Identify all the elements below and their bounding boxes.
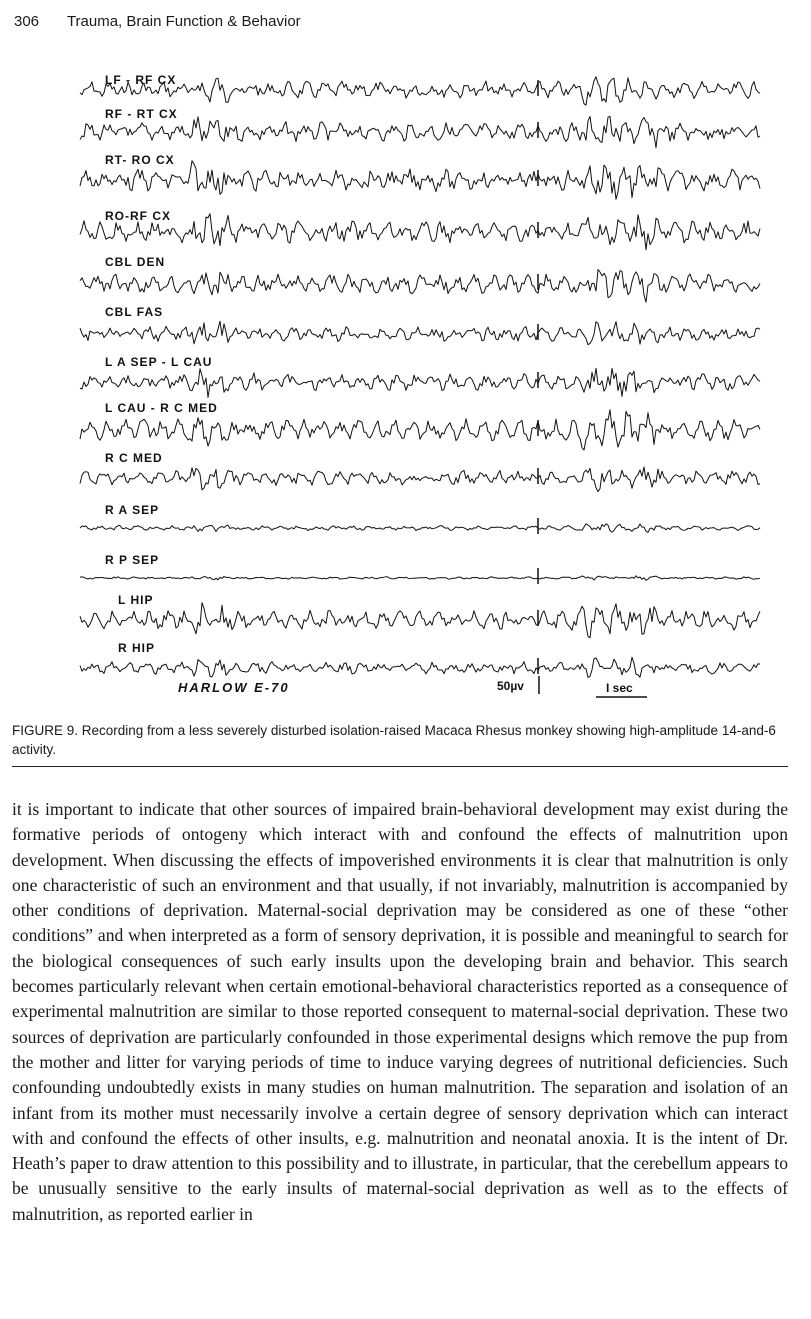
eeg-figure <box>60 58 780 708</box>
eeg-trace <box>80 368 760 397</box>
channel-label: L CAU - R C MED <box>105 401 218 415</box>
channel-label: RT- RO CX <box>105 153 175 167</box>
eeg-trace <box>80 576 760 581</box>
eeg-trace <box>80 161 760 200</box>
caption-divider <box>12 766 788 767</box>
channel-label: R A SEP <box>105 503 160 517</box>
channel-label: RO-RF CX <box>105 209 171 223</box>
page-number: 306 <box>14 13 40 30</box>
eeg-trace <box>80 270 760 303</box>
channel-label: L HIP <box>118 593 154 607</box>
channel-label: CBL DEN <box>105 255 166 269</box>
subject-label: HARLOW E-70 <box>178 680 290 695</box>
running-title: Trauma, Brain Function & Behavior <box>66 13 301 30</box>
amplitude-scale-label: 50µv <box>497 679 524 693</box>
body-paragraph: it is important to indicate that other sources of impaired brain-behavioral development may exist during the formative periods of ontogeny which interact with and confound the effects of malnutrition upon development. When discussing the effects of impoverished environments it is clear that malnutrition is only one characteristic of such an environment and that usually, if not invariably, malnutrition is accompanied by other conditions of deprivation. Maternal-social deprivation may be considered as one of these “other conditions” and when interpreted as a form of sensory deprivation, it is possible and meaningful to search for the biological consequences of such early insults upon the developing brain and behavior. This search becomes particularly relevant when certain emotional-behavioral characteristics reported as a consequence of experimental malnutrition are similar to those reported consequent to maternal-social deprivation. These two sources of deprivation are particularly confounded in those experimental designs which remove the pup from the mother and litter for varying periods of time to induce varying degrees of nutritional deficiencies. Such confounding undoubtedly exists in many studies on human malnutrition. The separation and isolation of an infant from its mother must necessarily involve a certain degree of sensory deprivation which can interact with and confound the effects of other insults, e.g. malnutrition and neonatal anoxia. It is the intent of Dr. Heath’s paper to draw attention to this possibility and to illustrate, in particular, that the cerebellum appears to be unusually sensitive to the early insults of maternal-social deprivation as well as to the effects of malnutrition, as reported earlier in <box>12 799 788 1224</box>
channel-label: LF - RF CX <box>105 73 177 87</box>
eeg-trace <box>80 467 760 492</box>
eeg-trace <box>80 321 760 345</box>
channel-label: CBL FAS <box>105 305 164 319</box>
channel-label: R P SEP <box>105 553 160 567</box>
eeg-trace <box>80 603 760 638</box>
eeg-trace <box>80 410 760 450</box>
channel-label: RF - RT CX <box>105 107 178 121</box>
eeg-trace <box>80 524 760 533</box>
time-scale-label: I sec <box>606 681 633 695</box>
eeg-trace <box>80 214 760 250</box>
channel-label: R HIP <box>118 641 156 655</box>
eeg-recording <box>60 58 780 708</box>
eeg-trace <box>80 116 760 147</box>
running-header <box>14 13 301 30</box>
figure-caption: FIGURE 9. Recording from a less severely disturbed isolation-raised Macaca Rhesus monkey showing high-amplitude 14-and-6 activity. <box>12 723 776 757</box>
channel-label: L A SEP - L CAU <box>105 355 213 369</box>
eeg-trace <box>80 657 760 677</box>
channel-label: R C MED <box>105 451 163 465</box>
eeg-trace <box>80 77 760 105</box>
